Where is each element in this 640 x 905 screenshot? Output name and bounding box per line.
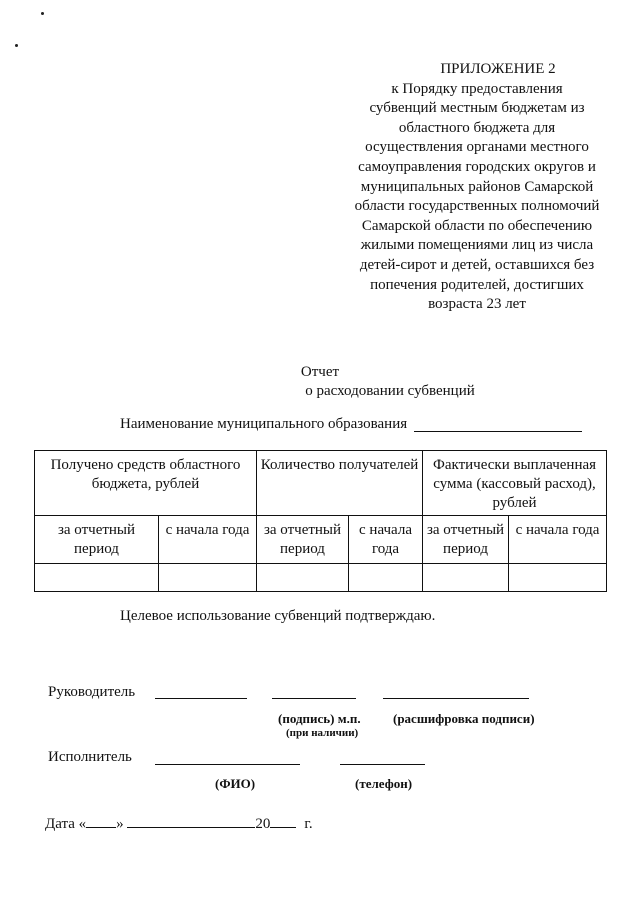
appendix-line: самоуправления городских округов и bbox=[358, 158, 596, 175]
appendix-line: областного бюджета для bbox=[398, 119, 556, 136]
date-day-field[interactable] bbox=[86, 813, 116, 828]
subheader-cell: с начала года bbox=[159, 516, 257, 564]
appendix-line: области государственных полномочий bbox=[354, 198, 600, 215]
head-label: Руководитель bbox=[48, 684, 136, 700]
subheader-cell: с начала года bbox=[509, 516, 607, 564]
head-field-1[interactable] bbox=[155, 698, 247, 699]
report-table bbox=[34, 450, 607, 592]
table-subheader-row bbox=[35, 516, 607, 564]
appendix-block bbox=[342, 60, 612, 315]
date-year-field[interactable] bbox=[270, 813, 296, 828]
scan-speck bbox=[15, 44, 18, 47]
date-quote-close: » bbox=[116, 816, 124, 832]
confirmation-text: Целевое использование субвенций подтверждаю. bbox=[120, 608, 436, 624]
executor-fio-field[interactable] bbox=[155, 764, 300, 765]
header-recipients: Количество получателей bbox=[257, 451, 423, 516]
table-cell[interactable] bbox=[257, 564, 349, 592]
subheader-cell: за отчетный период bbox=[35, 516, 159, 564]
appendix-line: попечения родителей, достигших bbox=[370, 276, 584, 293]
appendix-line: возраста 23 лет bbox=[428, 296, 526, 313]
phone-caption: (телефон) bbox=[355, 776, 413, 791]
appendix-line: субвенций местным бюджетам из bbox=[369, 100, 585, 117]
report-subtitle: о расходовании субвенций bbox=[305, 383, 475, 399]
table-cell[interactable] bbox=[349, 564, 423, 592]
appendix-title: ПРИЛОЖЕНИЕ 2 bbox=[440, 61, 556, 77]
table-cell[interactable] bbox=[35, 564, 159, 592]
appendix-line: к Порядку предоставления bbox=[391, 80, 563, 97]
signature-caption: (подпись) м.п. bbox=[278, 711, 361, 726]
table-header-row bbox=[35, 451, 607, 516]
head-signature-field[interactable] bbox=[272, 698, 356, 699]
table-cell[interactable] bbox=[423, 564, 509, 592]
date-year-prefix: 20 bbox=[255, 816, 271, 832]
appendix-line: детей-сирот и детей, оставшихся без bbox=[359, 256, 595, 273]
appendix-line: Самарской области по обеспечению bbox=[361, 217, 593, 234]
municipality-field[interactable] bbox=[414, 431, 582, 432]
decryption-caption: (расшифровка подписи) bbox=[393, 711, 535, 726]
fio-caption: (ФИО) bbox=[215, 776, 256, 791]
executor-phone-field[interactable] bbox=[340, 764, 425, 765]
appendix-line: жилыми помещениями лиц из числа bbox=[360, 237, 594, 254]
table-cell[interactable] bbox=[159, 564, 257, 592]
subheader-cell: за отчетный период bbox=[257, 516, 349, 564]
scan-speck bbox=[41, 12, 44, 15]
report-title: Отчет bbox=[300, 364, 340, 380]
if-available-caption: (при наличии) bbox=[286, 727, 359, 739]
municipality-label: Наименование муниципального образования bbox=[120, 416, 408, 432]
subheader-cell: с начала года bbox=[349, 516, 423, 564]
date-year-suffix: г. bbox=[304, 816, 313, 832]
table-row bbox=[35, 564, 607, 592]
head-decryption-field[interactable] bbox=[383, 698, 529, 699]
header-paid: Фактически выплаченная сумма (кассовый расход), рублей bbox=[423, 451, 607, 516]
appendix-line: муниципальных районов Самарской bbox=[360, 178, 594, 195]
date-line bbox=[45, 813, 313, 833]
subheader-cell: за отчетный период bbox=[423, 516, 509, 564]
executor-label: Исполнитель bbox=[48, 749, 132, 765]
table-cell[interactable] bbox=[509, 564, 607, 592]
date-month-field[interactable] bbox=[127, 813, 255, 828]
appendix-line: осуществления органами местного bbox=[365, 139, 589, 156]
header-received: Получено средств областного бюджета, рублей bbox=[35, 451, 257, 516]
date-prefix: Дата « bbox=[45, 816, 87, 832]
